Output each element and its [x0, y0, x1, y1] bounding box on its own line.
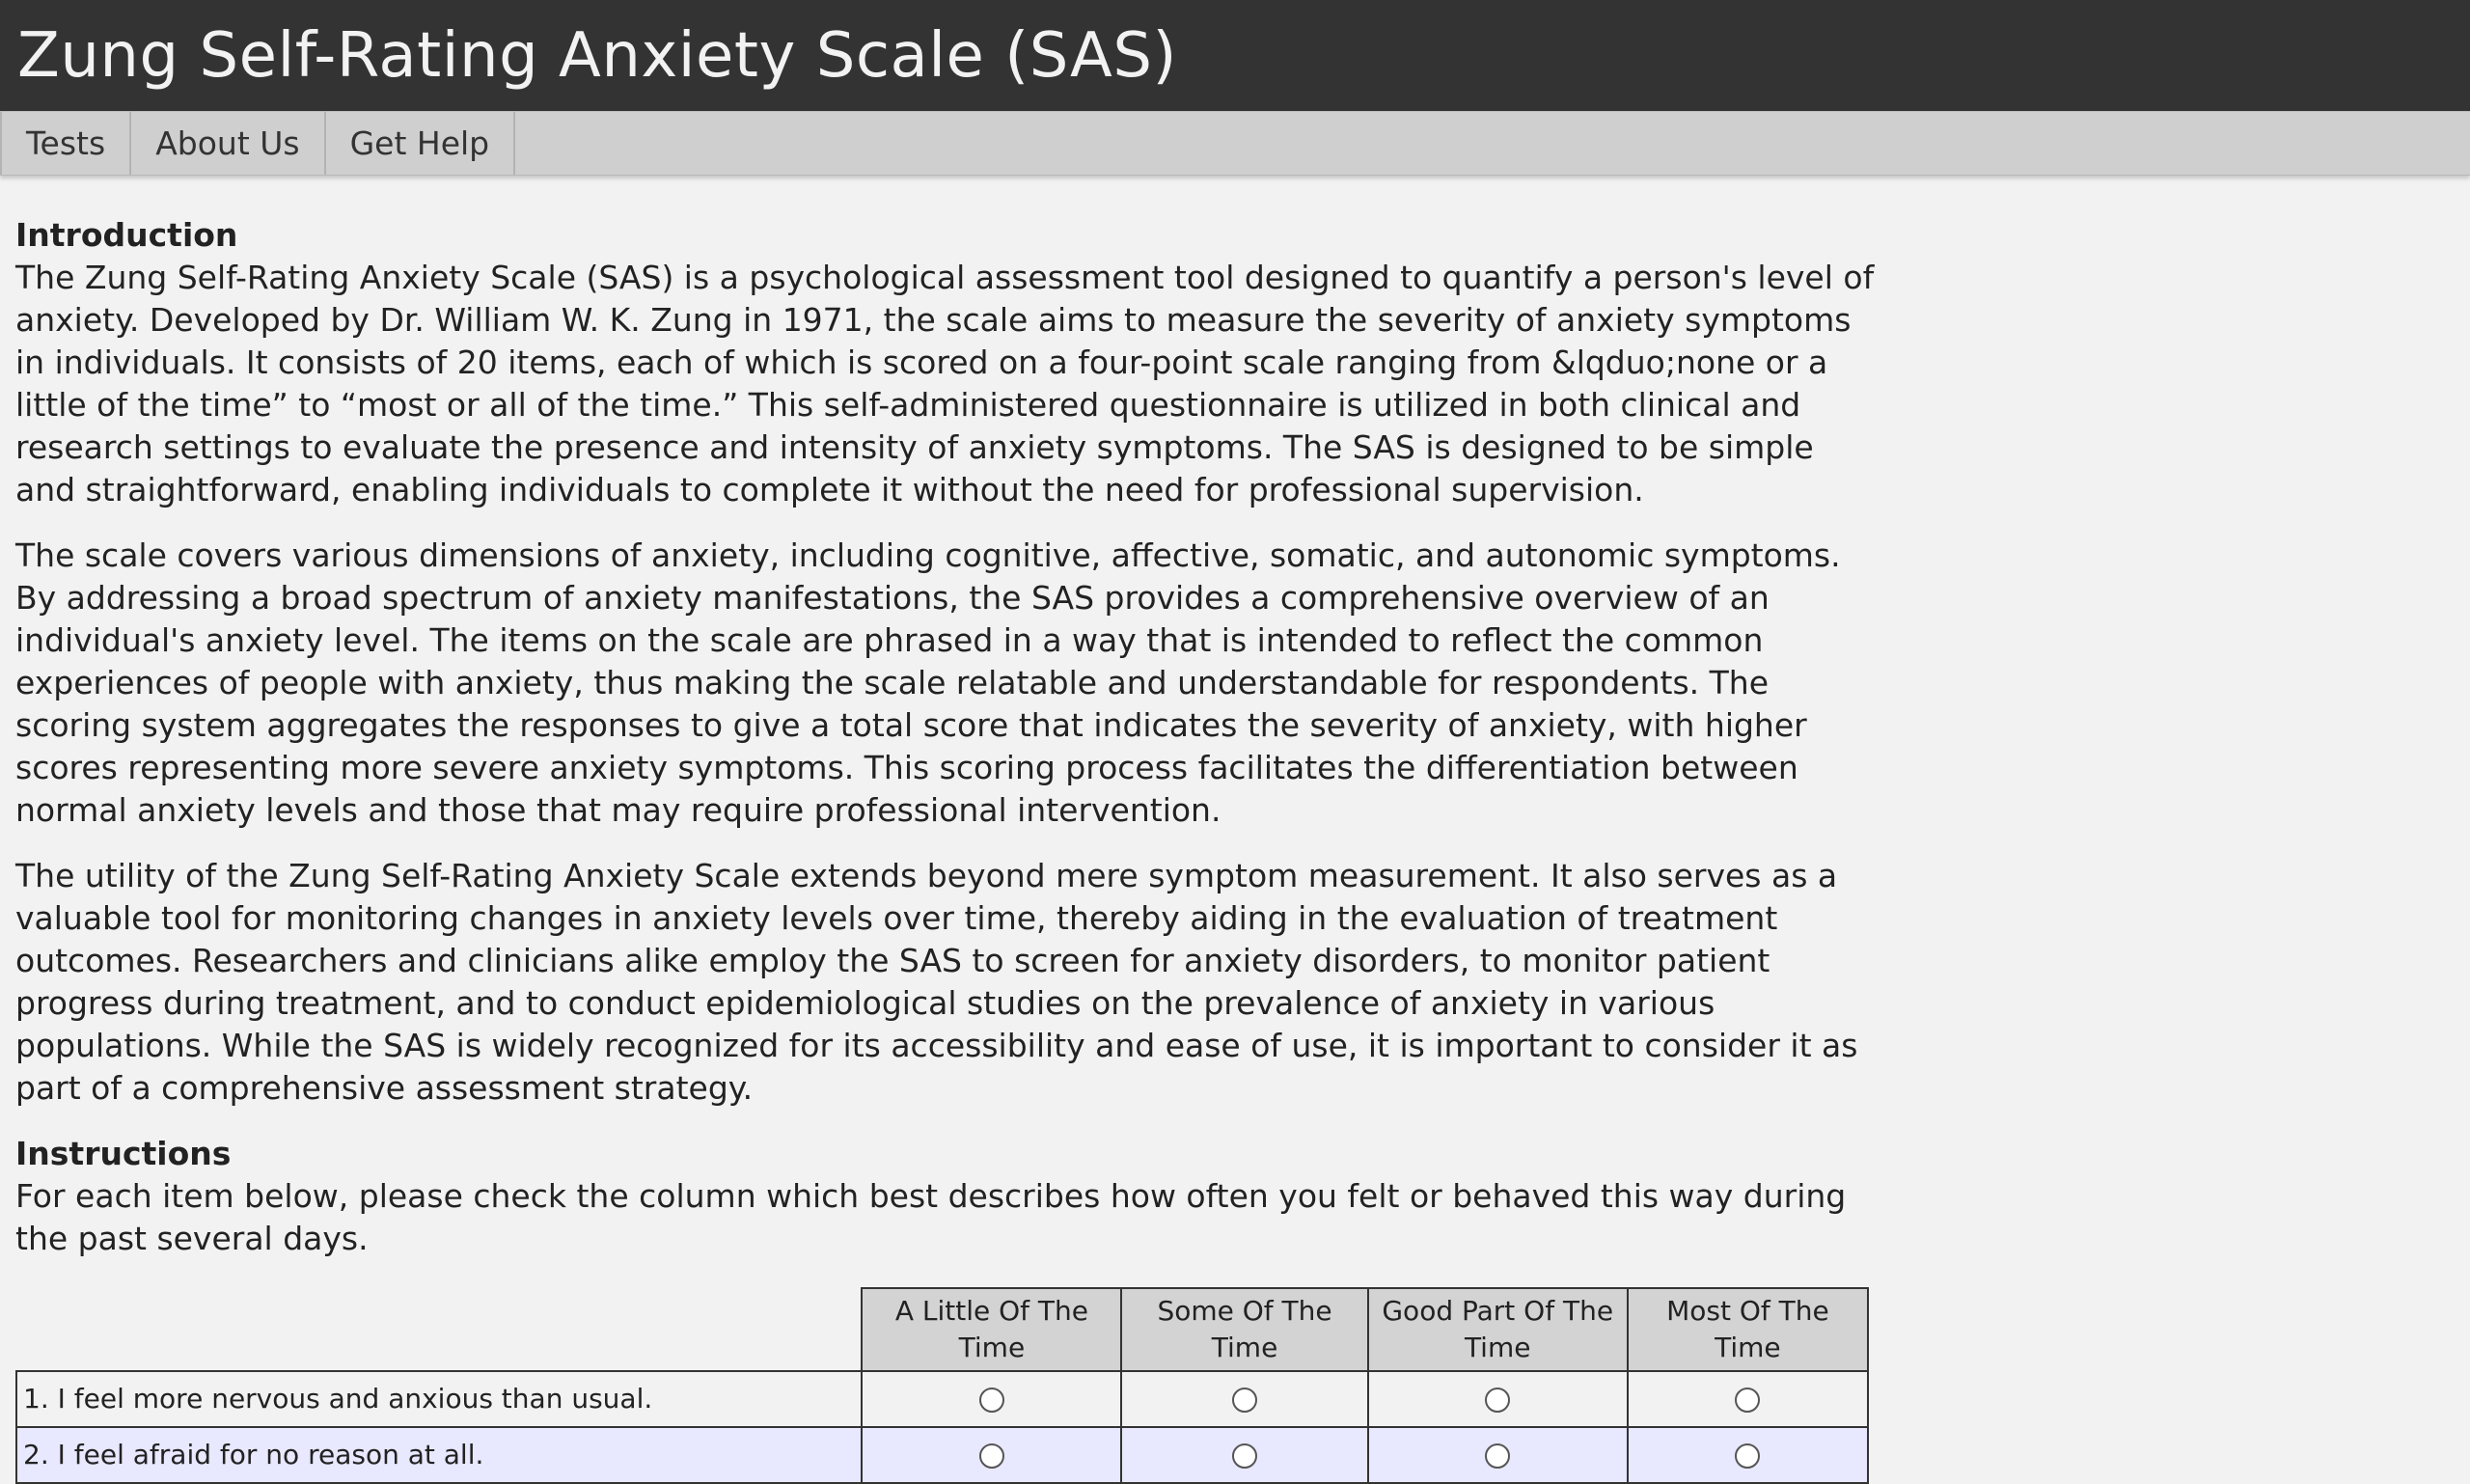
column-header-some: Some Of The Time — [1121, 1288, 1367, 1371]
radio-q1-most[interactable] — [1735, 1388, 1760, 1413]
radio-q1-good-part[interactable] — [1485, 1388, 1510, 1413]
intro-paragraph-1: The Zung Self-Rating Anxiety Scale (SAS) is a psychological assessment tool designed to quantify a person's level of anxiety. Developed by Dr. William W. K. Zung in 1971, the scale aims to measure the severity of anxiety symptoms in individuals. It consists of 20 items, each of which is scored on a four-point scale ranging from &lqduo;none or a little of the time” to “most or all of the time.” This self-administered questionnaire is utilized in both clinical and research settings to evaluate the presence and intensity of anxiety symptoms. The SAS is designed to be simple and straightforward, enabling individuals to complete it without the need for professional supervision. — [15, 259, 1875, 508]
answer-cell — [1628, 1371, 1868, 1427]
intro-paragraph-2: The scale covers various dimensions of anxiety, including cognitive, affective, somatic, and autonomic symptoms. By addressing a broad spectrum of anxiety manifestations, the SAS provides a comprehensive overview of an individual's anxiety level. The items on the scale are phrased in a way that is intended to reflect the common experiences of people with anxiety, thus making the scale relatable and understandable for respondents. The scoring system aggregates the responses to give a total score that indicates the severity of anxiety, with higher scores representing more severe anxiety symptoms. This scoring process facilitates the differentiation between normal anxiety levels and those that may require professional intervention. — [15, 536, 1841, 829]
column-header-little: A Little Of The Time — [862, 1288, 1121, 1371]
table-header-blank — [16, 1288, 862, 1371]
page-title: Zung Self-Rating Anxiety Scale (SAS) — [17, 19, 1177, 92]
instructions-text: For each item below, please check the column which best describes how often you felt or behaved this way during the past several days. — [15, 1177, 1847, 1257]
radio-q2-good-part[interactable] — [1485, 1443, 1510, 1469]
instructions-heading: Instructions — [15, 1135, 232, 1172]
table-row — [16, 1427, 1868, 1483]
anxiety-scale-table — [15, 1287, 1869, 1484]
site-header — [0, 0, 2470, 111]
radio-q2-some[interactable] — [1232, 1443, 1257, 1469]
question-label: 1. I feel more nervous and anxious than usual. — [16, 1371, 862, 1427]
table-header-row — [16, 1288, 1868, 1371]
radio-q1-little[interactable] — [979, 1388, 1004, 1413]
nav-item-about-us[interactable]: About Us — [131, 112, 325, 175]
introduction-heading: Introduction — [15, 216, 238, 254]
instructions-section — [15, 1133, 1880, 1260]
answer-cell — [1121, 1371, 1367, 1427]
nav-bar — [0, 111, 2470, 176]
table-row — [16, 1371, 1868, 1427]
nav-item-tests[interactable]: Tests — [0, 112, 131, 175]
radio-q1-some[interactable] — [1232, 1388, 1257, 1413]
column-header-most: Most Of The Time — [1628, 1288, 1868, 1371]
introduction-section — [15, 214, 1880, 1110]
answer-cell — [1121, 1427, 1367, 1483]
main-content — [0, 176, 1880, 1484]
question-label: 2. I feel afraid for no reason at all. — [16, 1427, 862, 1483]
intro-paragraph-3: The utility of the Zung Self-Rating Anxiety Scale extends beyond mere symptom measurement. It also serves as a valuable tool for monitoring changes in anxiety levels over time, thereby aiding in the evaluation of treatment outcomes. Researchers and clinicians alike employ the SAS to screen for anxiety disorders, to monitor patient progress during treatment, and to conduct epidemiological studies on the prevalence of anxiety in various populations. While the SAS is widely recognized for its accessibility and ease of use, it is important to consider it as part of a comprehensive assessment strategy. — [15, 857, 1858, 1107]
answer-cell — [1368, 1371, 1628, 1427]
column-header-good-part: Good Part Of The Time — [1368, 1288, 1628, 1371]
answer-cell — [1368, 1427, 1628, 1483]
nav-item-get-help[interactable]: Get Help — [326, 112, 516, 175]
answer-cell — [862, 1371, 1121, 1427]
radio-q2-most[interactable] — [1735, 1443, 1760, 1469]
radio-q2-little[interactable] — [979, 1443, 1004, 1469]
answer-cell — [1628, 1427, 1868, 1483]
answer-cell — [862, 1427, 1121, 1483]
